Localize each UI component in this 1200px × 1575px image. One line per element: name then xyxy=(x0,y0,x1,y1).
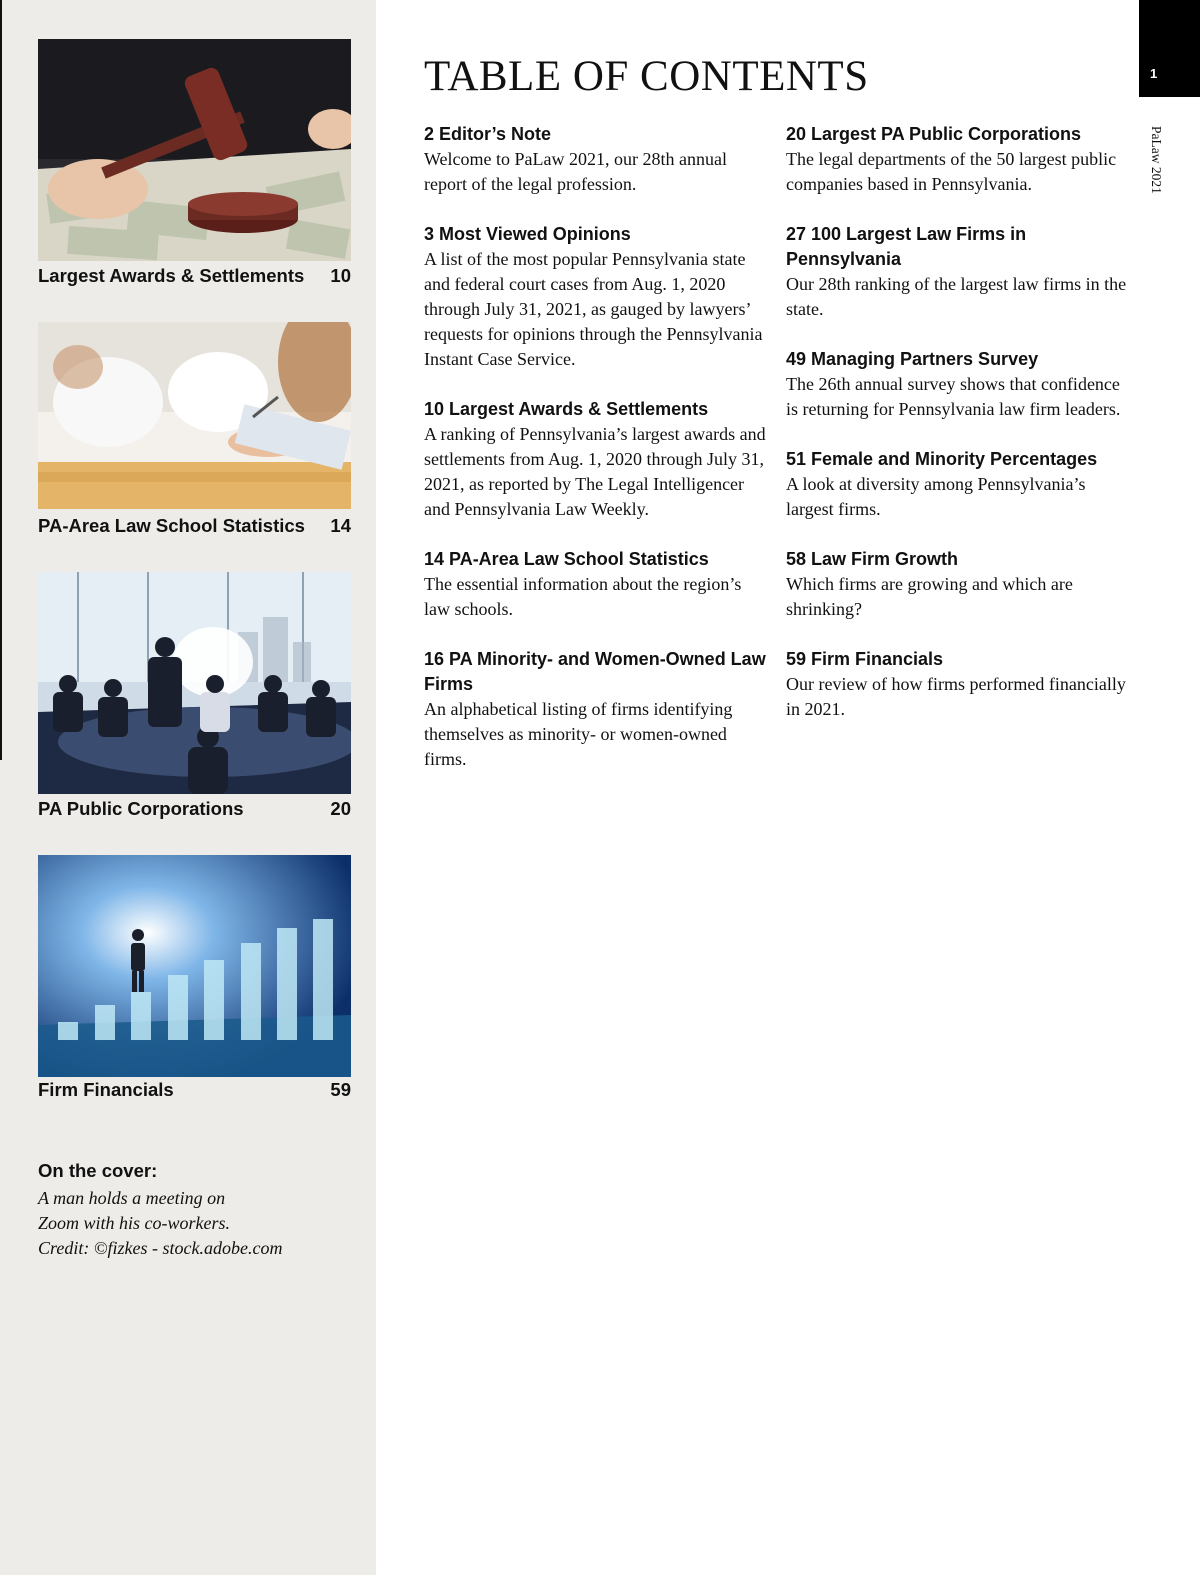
toc-entry-heading: 3 Most Viewed Opinions xyxy=(424,224,631,244)
feature-label: PA-Area Law School Statistics xyxy=(38,515,305,536)
toc-entry-heading: 51 Female and Minority Percentages xyxy=(786,449,1098,469)
cover-line: A man holds a meeting on xyxy=(38,1188,226,1208)
toc-entry[interactable] xyxy=(424,547,769,622)
toc-entry[interactable] xyxy=(786,547,1131,622)
toc-entry-description: A list of the most popular Pennsylvania state and federal court cases from Aug. 1, 2020 through July 31, 2021, as gauged by lawyers’ requests for opinions through the Pennsylvania Instant Case Service. xyxy=(424,249,763,369)
feature-page: 20 xyxy=(330,798,351,819)
feature-page: 14 xyxy=(330,515,351,536)
toc-entry-heading: 59 Firm Financials xyxy=(786,649,944,669)
feature-law-school[interactable] xyxy=(38,322,351,537)
toc-entry[interactable] xyxy=(424,122,769,197)
toc-entry-description: Which firms are growing and which are shrinking? xyxy=(786,574,1073,619)
page-title: TABLE OF CONTENTS xyxy=(424,53,869,100)
feature-page: 59 xyxy=(330,1079,351,1100)
toc-entry-description: The legal departments of the 50 largest public companies based in Pennsylvania. xyxy=(786,149,1117,194)
page-number: 1 xyxy=(1150,66,1158,81)
toc-entry-description: The essential information about the region’s law schools. xyxy=(424,574,742,619)
toc-entry-heading: 10 Largest Awards & Settlements xyxy=(424,399,709,419)
feature-awards[interactable] xyxy=(38,39,351,287)
cover-credit: Credit: ©fizkes - stock.adobe.com xyxy=(38,1238,283,1258)
feature-label: PA Public Corporations xyxy=(38,798,244,819)
toc-entry-heading: 20 Largest PA Public Corporations xyxy=(786,124,1082,144)
toc-entry-heading: 2 Editor’s Note xyxy=(424,124,552,144)
running-header: PaLaw 2021 xyxy=(1149,126,1164,194)
toc-entry-heading: 49 Managing Partners Survey xyxy=(786,349,1039,369)
page-number-tab xyxy=(1139,0,1200,97)
toc-entry-heading: 58 Law Firm Growth xyxy=(786,549,959,569)
corporate-meeting-photo xyxy=(38,572,351,794)
toc-entry-description: A look at diversity among Pennsylvania’s largest firms. xyxy=(786,474,1086,519)
toc-entry-heading: 14 PA-Area Law School Statistics xyxy=(424,549,709,569)
toc-entry-heading: 27 100 Largest Law Firms in Pennsylvania xyxy=(786,224,1027,269)
feature-page: 10 xyxy=(330,265,351,286)
toc-entry[interactable] xyxy=(786,647,1131,722)
toc-entry-description: The 26th annual survey shows that confidence is returning for Pennsylvania law firm leaders. xyxy=(786,374,1121,419)
toc-entry[interactable] xyxy=(786,347,1131,422)
feature-firm-financials[interactable] xyxy=(38,855,351,1101)
toc-entry-heading: 16 PA Minority- and Women-Owned Law Firms xyxy=(424,649,766,694)
toc-entry-description: Our 28th ranking of the largest law firms in the state. xyxy=(786,274,1127,319)
cover-heading: On the cover: xyxy=(38,1160,158,1181)
sidebar xyxy=(0,0,376,1575)
toc-column-right xyxy=(786,122,1131,747)
toc-entry[interactable] xyxy=(424,397,769,522)
toc-entry[interactable] xyxy=(786,447,1131,522)
feature-label: Largest Awards & Settlements xyxy=(38,265,305,286)
businessman-on-bar-graph-photo xyxy=(38,855,351,1077)
toc-entry[interactable] xyxy=(424,222,769,372)
sidebar-rule xyxy=(0,0,2,760)
feature-public-corporations[interactable] xyxy=(38,572,351,820)
students-taking-exam-photo xyxy=(38,322,351,509)
cover-note xyxy=(38,1160,358,1261)
toc-entry[interactable] xyxy=(424,647,769,772)
toc-entry[interactable] xyxy=(786,222,1131,322)
gavel-on-money-photo xyxy=(38,39,351,261)
cover-line: Zoom with his co-workers. xyxy=(38,1213,231,1233)
toc-entry-description: Our review of how firms performed financially in 2021. xyxy=(786,674,1126,719)
toc-entry-description: Welcome to PaLaw 2021, our 28th annual report of the legal profession. xyxy=(424,149,727,194)
feature-label: Firm Financials xyxy=(38,1079,174,1100)
toc-entry-description: A ranking of Pennsylvania’s largest awards and settlements from Aug. 1, 2020 through July 31, 2021, as reported by The Legal Intelligencer and Pennsylvania Law Weekly. xyxy=(424,424,766,519)
toc-entry[interactable] xyxy=(786,122,1131,197)
toc-entry-description: An alphabetical listing of firms identifying themselves as minority- or women-owned firms. xyxy=(424,699,733,769)
toc-column-left xyxy=(424,122,769,797)
